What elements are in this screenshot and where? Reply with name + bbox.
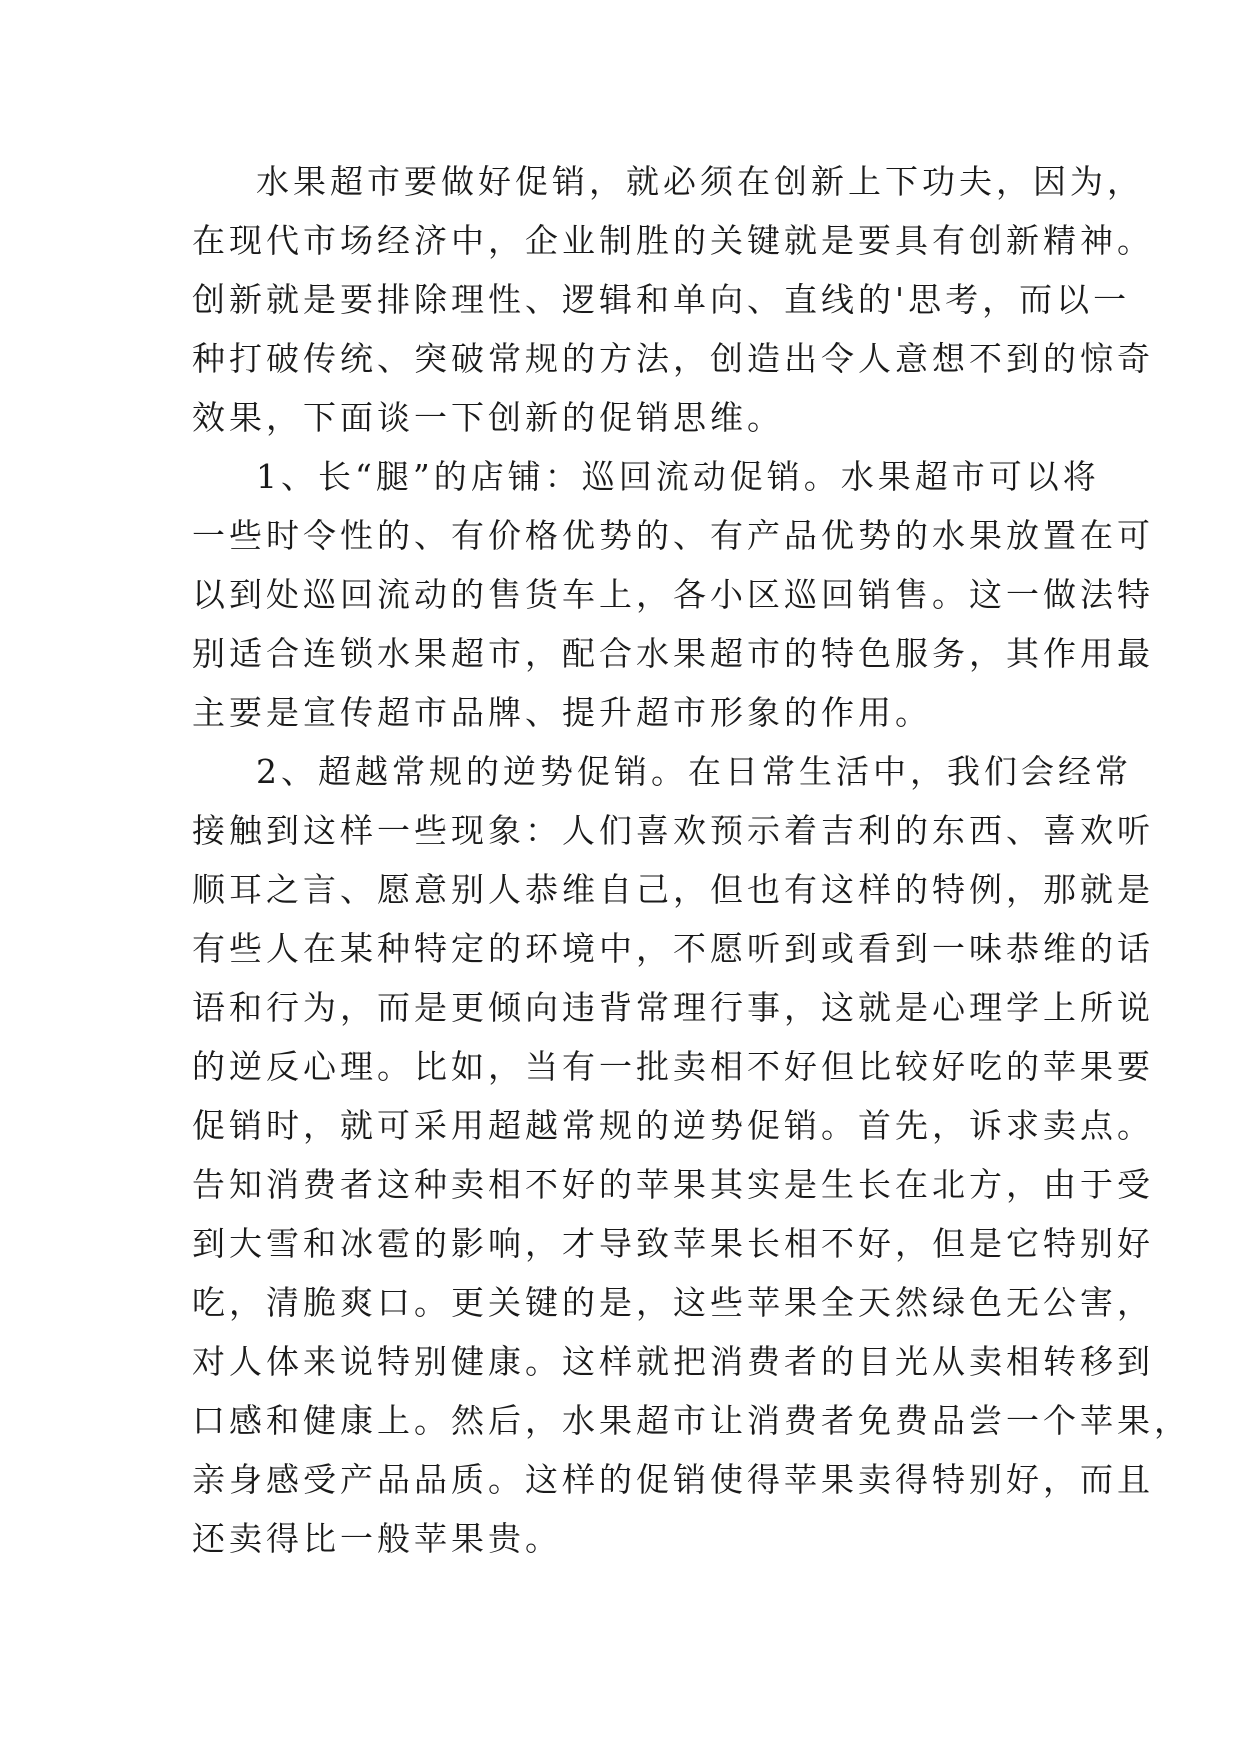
text-line: 2、超越常规的逆势促销。在日常生活中，我们会经常 [256, 752, 1132, 791]
document-body [192, 152, 1191, 1568]
text-line: 水果超市要做好促销，就必须在创新上下功夫，因为， [256, 162, 1144, 201]
text-line: 对人体来说特别健康。这样就把消费者的目光从卖相转移到 [192, 1342, 1154, 1381]
text-line: 顺耳之言、愿意别人恭维自己，但也有这样的特例，那就是 [192, 870, 1154, 909]
text-line: 还卖得比一般苹果贵。 [192, 1519, 562, 1558]
text-line: 创新就是要排除理性、逻辑和单向、直线的'思考，而以一 [192, 280, 1131, 319]
paragraph-intro [192, 152, 1154, 447]
text-line: 有些人在某种特定的环境中，不愿听到或看到一味恭维的话 [192, 929, 1154, 968]
text-line: 1、长“腿”的店铺：巡回流动促销。水果超市可以将 [256, 457, 1100, 496]
text-line: 一些时令性的、有价格优势的、有产品优势的水果放置在可 [192, 516, 1154, 555]
paragraph-point-2 [192, 742, 1191, 1568]
text-line: 口感和健康上。然后，水果超市让消费者免费品尝一个苹果， [192, 1401, 1191, 1440]
text-line: 促销时，就可采用超越常规的逆势促销。首先，诉求卖点。 [192, 1106, 1154, 1145]
text-line: 吃，清脆爽口。更关键的是，这些苹果全天然绿色无公害， [192, 1283, 1154, 1322]
text-line: 别适合连锁水果超市，配合水果超市的特色服务，其作用最 [192, 634, 1154, 673]
text-line: 告知消费者这种卖相不好的苹果其实是生长在北方，由于受 [192, 1165, 1154, 1204]
text-line: 接触到这样一些现象：人们喜欢预示着吉利的东西、喜欢听 [192, 811, 1154, 850]
text-line: 的逆反心理。比如，当有一批卖相不好但比较好吃的苹果要 [192, 1047, 1154, 1086]
text-line: 语和行为，而是更倾向违背常理行事，这就是心理学上所说 [192, 988, 1154, 1027]
text-line: 主要是宣传超市品牌、提升超市形象的作用。 [192, 693, 932, 732]
text-line: 效果，下面谈一下创新的促销思维。 [192, 398, 784, 437]
text-line: 以到处巡回流动的售货车上，各小区巡回销售。这一做法特 [192, 575, 1154, 614]
paragraph-point-1 [192, 447, 1154, 742]
text-line: 在现代市场经济中，企业制胜的关键就是要具有创新精神。 [192, 221, 1154, 260]
text-line: 到大雪和冰雹的影响，才导致苹果长相不好，但是它特别好 [192, 1224, 1154, 1263]
text-line: 亲身感受产品品质。这样的促销使得苹果卖得特别好，而且 [192, 1460, 1154, 1499]
text-line: 种打破传统、突破常规的方法，创造出令人意想不到的惊奇 [192, 339, 1154, 378]
